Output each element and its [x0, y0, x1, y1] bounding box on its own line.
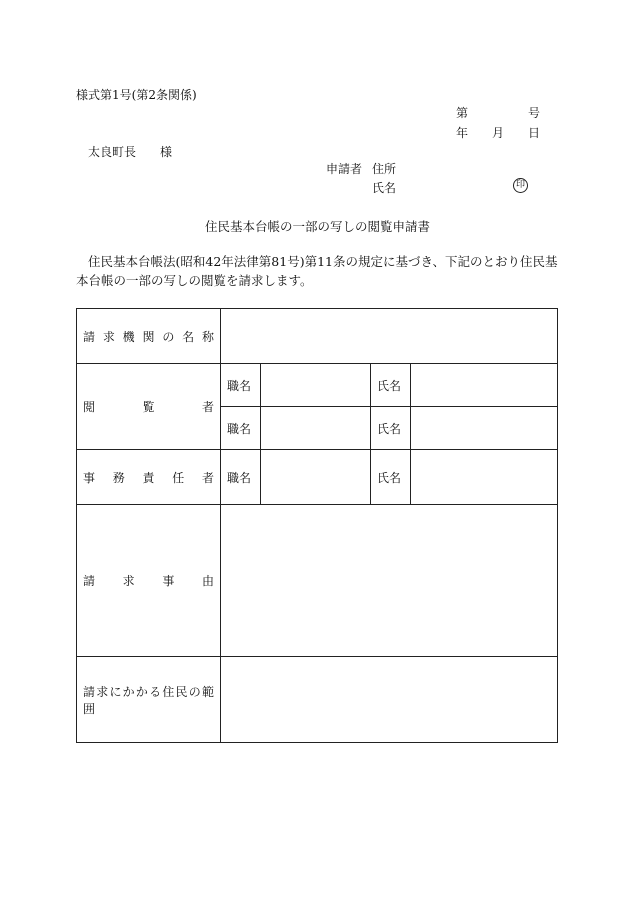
manager-title-label: 職名 — [221, 450, 261, 505]
viewer-2-name-label: 氏名 — [371, 407, 411, 450]
viewer-1-title-label: 職名 — [221, 364, 261, 407]
manager-name-value[interactable] — [411, 450, 558, 505]
viewer-2-title-label: 職名 — [221, 407, 261, 450]
date-month-label: 月 — [492, 126, 505, 140]
reason-value[interactable] — [221, 505, 558, 657]
addressee-name: 太良町長 — [88, 145, 137, 159]
table-row — [77, 309, 558, 364]
viewer-label: 閲覧者 — [77, 364, 221, 450]
body-text — [76, 252, 560, 290]
agency-label: 請求機関の名称 — [77, 309, 221, 364]
table-row — [77, 450, 558, 505]
seal-icon: 印 — [513, 178, 528, 193]
manager-title-value[interactable] — [261, 450, 371, 505]
table-row — [77, 505, 558, 657]
table-row — [77, 364, 558, 407]
number-label-go: 号 — [528, 106, 541, 120]
body-text-content: 住民基本台帳法(昭和42年法律第81号)第11条の規定に基づき、下記のとおり住民基本台帳の一部の写しの閲覧を請求します。 — [76, 254, 558, 288]
manager-label: 事務責任者 — [77, 450, 221, 505]
address-label: 住所 — [372, 162, 397, 176]
agency-value[interactable] — [221, 309, 558, 364]
form-number: 様式第1号(第2条関係) — [76, 88, 197, 102]
date-day-label: 日 — [528, 126, 541, 140]
scope-label: 請求にかかる住民の範囲 — [77, 657, 221, 743]
addressee-honorific: 様 — [160, 145, 173, 159]
applicant-name-label: 氏名 — [372, 181, 397, 195]
manager-name-label: 氏名 — [371, 450, 411, 505]
viewer-1-title-value[interactable] — [261, 364, 371, 407]
request-table — [76, 308, 558, 743]
viewer-2-name-value[interactable] — [411, 407, 558, 450]
viewer-1-name-value[interactable] — [411, 364, 558, 407]
viewer-1-name-label: 氏名 — [371, 364, 411, 407]
applicant-label: 申請者 — [326, 162, 363, 176]
scope-value[interactable] — [221, 657, 558, 743]
date-year-label: 年 — [456, 126, 469, 140]
number-label-dai: 第 — [456, 106, 469, 120]
document-title: 住民基本台帳の一部の写しの閲覧申請書 — [205, 219, 431, 234]
reason-label: 請求事由 — [77, 505, 221, 657]
table-row — [77, 657, 558, 743]
viewer-2-title-value[interactable] — [261, 407, 371, 450]
